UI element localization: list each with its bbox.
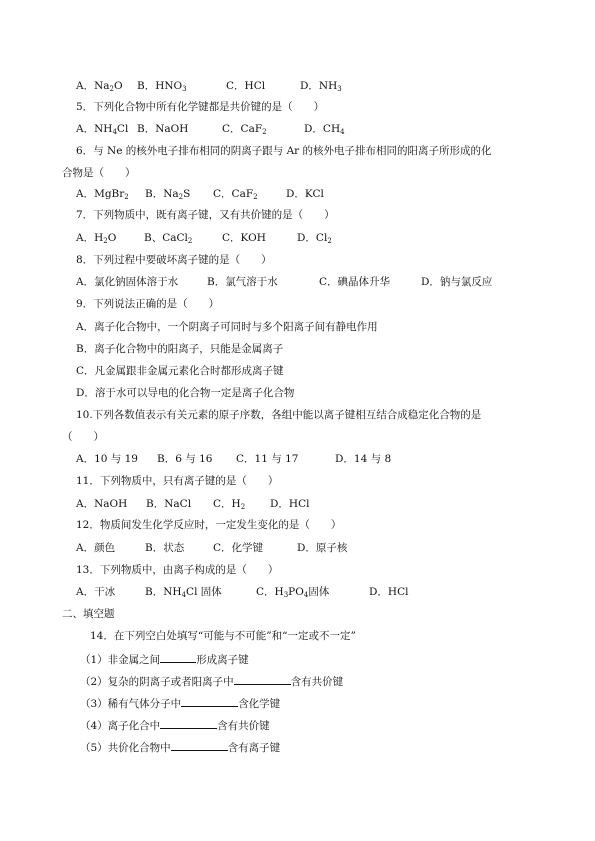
q4-option-d: D．$NH_3$ — [300, 80, 342, 93]
q11-option-b: B．NaCl — [146, 498, 192, 510]
q14-item-5: （5）共价化合物中 含有离子键 — [80, 742, 281, 754]
q10-option-b: B．6 与 16 — [157, 453, 213, 465]
q13-stem: 13．下列物质中，由离子构成的是（ ） — [76, 564, 279, 576]
q4-option-a: A．$Na_2O$ — [76, 80, 123, 93]
q12-option-a: A．颜色 — [76, 542, 116, 554]
q14-item-4: （4）离子化合中 含有共价键 — [80, 720, 270, 732]
q11-option-a: A．NaOH — [76, 498, 128, 510]
q10-stem-line2: （ ） — [62, 431, 104, 443]
q7-option-c: C．KOH — [222, 232, 266, 244]
q7-option-a: A．$H_2O$ — [76, 232, 117, 245]
q6-stem-line1: 6．与 Ne 的核外电子排布相同的阴离子跟与 Ar 的核外电子排布相同的阳离子所形成的化 — [76, 145, 492, 157]
q11-option-c: C．$H_2$ — [213, 498, 246, 511]
answer-blank[interactable] — [181, 696, 238, 707]
q4-option-b: B．$HNO_3$ — [137, 80, 187, 93]
q14-item-2: （2）复杂的阴离子或者阳离子中 含有共价键 — [80, 676, 344, 688]
q8-option-b: B．氯气溶于水 — [207, 276, 278, 288]
q9-stem: 9．下列说法正确的是（ ） — [76, 298, 220, 310]
q8-option-d: D．钠与氯反应 — [421, 276, 493, 288]
q9-option-c: C．凡金属跟非金属元素化合时都形成离子键 — [76, 365, 284, 377]
q9-option-a: A．离子化合物中，一个阴离子可同时与多个阳离子间有静电作用 — [76, 321, 378, 333]
q10-option-d: D．14 与 8 — [335, 453, 392, 465]
q6-option-a: A．MgBr$_2$ — [76, 188, 129, 201]
q12-option-c: C．化学键 — [213, 542, 264, 554]
q6-option-b: B．$Na_2S$ — [145, 188, 191, 201]
q8-stem: 8．下列过程中要破坏离子键的是（ ） — [76, 254, 272, 266]
q5-option-b: B．NaOH — [137, 123, 189, 135]
q6-stem-line2: 合物是（ ） — [62, 167, 136, 179]
q10-option-c: C．11 与 17 — [236, 453, 299, 465]
answer-blank[interactable] — [171, 740, 228, 751]
q7-option-d: D．$Cl_2$ — [297, 232, 332, 245]
q10-option-a: A．10 与 19 — [76, 453, 138, 465]
q9-option-d: D．溶于水可以导电的化合物一定是离子化合物 — [76, 387, 295, 399]
q13-option-a: A．干冰 — [76, 586, 116, 598]
q11-stem: 11．下列物质中，只有离子键的是（ ） — [76, 475, 279, 487]
q13-option-d: D．HCl — [369, 586, 409, 598]
q4-option-c: C．HCl — [226, 80, 266, 92]
answer-blank[interactable] — [234, 674, 291, 685]
q5-option-a: A．$NH_4Cl$ — [76, 123, 129, 136]
q5-stem: 5．下列化合物中所有化学键都是共价键的是（ ） — [76, 101, 325, 113]
q13-option-b: B．$NH_4Cl$ 固体 — [145, 586, 222, 599]
q9-option-b: B．离子化合物中的阳离子，只能是金属离子 — [76, 343, 284, 355]
q5-option-c: C．CaF$_2$ — [222, 123, 267, 136]
q6-option-c: C．CaF$_2$ — [213, 188, 258, 201]
q10-stem-line1: 10.下列各数值表示有关元素的原子序数，各组中能以离子键相互结合成稳定化合物的是 — [76, 409, 482, 421]
q8-option-a: A．氯化钠固体溶于水 — [76, 276, 179, 288]
q14-item-3: （3）稀有气体分子中 含化学键 — [80, 698, 281, 710]
q12-stem: 12．物质间发生化学反应时，一定发生变化的是（ ） — [76, 519, 342, 531]
q12-option-b: B．状态 — [145, 542, 185, 554]
q13-option-c: C．$H_3PO_4$固体 — [256, 586, 330, 599]
section-heading: 二、填空题 — [62, 608, 115, 620]
q14-stem: 14．在下列空白处填写“可能与不可能”和“一定或不一定” — [90, 630, 356, 642]
q7-option-b: B、CaCl$_2$ — [144, 232, 193, 245]
q5-option-d: D．$CH_4$ — [304, 123, 345, 136]
q6-option-d: D．KCl — [286, 188, 324, 200]
q7-stem: 7．下列物质中，既有离子键，又有共价键的是（ ） — [76, 209, 335, 221]
q12-option-d: D．原子核 — [297, 542, 348, 554]
answer-blank[interactable] — [160, 718, 217, 729]
q11-option-d: D．HCl — [270, 498, 310, 510]
q14-item-1: （1）非金属之间 形成离子键 — [80, 654, 249, 666]
answer-blank[interactable] — [160, 652, 196, 663]
q8-option-c: C．碘晶体升华 — [319, 276, 391, 288]
